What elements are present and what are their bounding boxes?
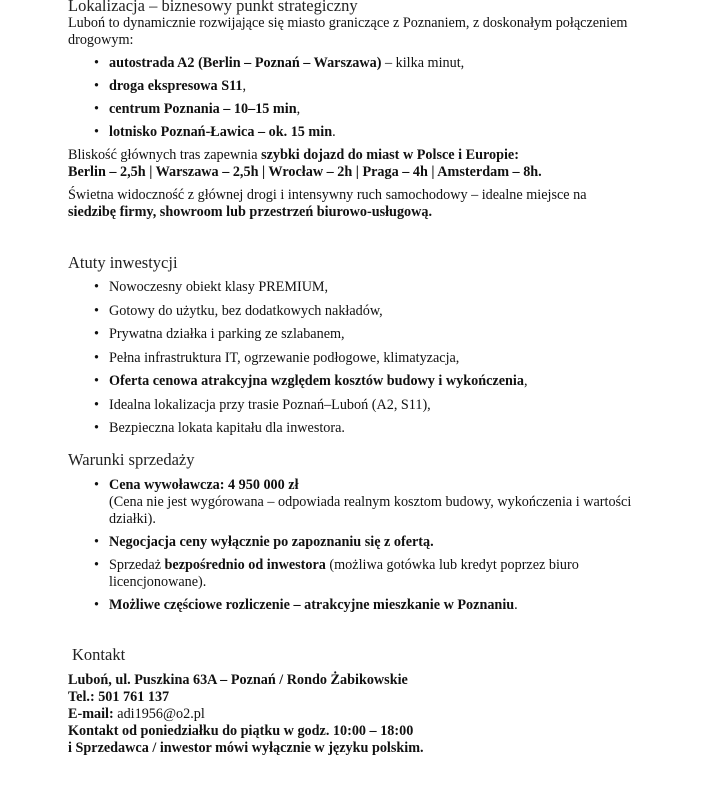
list-item [68, 373, 668, 390]
location-intro: Luboń to dynamicznie rozwijające się miasto graniczące z Poznaniem, z doskonałym połączeniem drogowym: [68, 15, 628, 48]
sale-section [68, 477, 668, 614]
direct-bold: bezpośrednio od inwestora [164, 557, 326, 573]
direct-text: Sprzedaż [109, 557, 165, 573]
road-bold: droga ekspresowa S11 [109, 78, 243, 94]
list-item [68, 597, 668, 614]
assets-section [68, 279, 668, 437]
list-item [68, 350, 668, 367]
list-item [68, 124, 668, 141]
list-item [68, 101, 668, 118]
location-section [68, 15, 668, 221]
contact-hours: Kontakt od poniedziałku do piątku w godz. 10:00 – 18:00 [68, 723, 414, 739]
road-list [68, 55, 668, 141]
list-item [68, 55, 668, 72]
bullet-icon: • [94, 557, 99, 573]
asset-text: Nowoczesny obiekt klasy PREMIUM, [109, 279, 329, 295]
bullet-icon: • [94, 302, 99, 319]
contact-language-note: i Sprzedawca / inwestor mówi wyłącznie w języku polskim. [68, 740, 424, 756]
bullet-icon: • [94, 101, 99, 117]
price-note: (Cena nie jest wygórowana – odpowiada realnym kosztom budowy, wykończenia i wartości działki). [109, 494, 632, 527]
bullet-icon: • [94, 534, 99, 550]
contact-address: Luboń, ul. Puszkina 63A – Poznań / Rondo Żabikowskie [68, 672, 408, 688]
location-heading: Lokalizacja – biznesowy punkt strategiczny [68, 0, 358, 15]
asset-text: Prywatna działka i parking ze szlabanem, [109, 326, 345, 342]
bullet-icon: • [94, 420, 99, 436]
proximity-paragraph [68, 147, 668, 181]
road-rest: . [332, 124, 336, 140]
bullet-icon: • [94, 597, 99, 613]
list-item [68, 279, 668, 296]
bullet-icon: • [94, 396, 99, 413]
direct-rest: (możliwa gotówka lub kredyt poprzez biuro licencjonowane). [109, 557, 579, 590]
email-label: E-mail: [68, 706, 114, 722]
road-bold: autostrada A2 (Berlin – Poznań – Warszawa) [109, 55, 382, 71]
list-item [68, 477, 668, 528]
road-rest: , [242, 78, 247, 94]
bullet-icon: • [94, 55, 99, 71]
sale-heading: Warunki sprzedaży [68, 450, 195, 469]
contact-email-link[interactable]: adi1956@o2.pl [113, 706, 205, 722]
sale-list [68, 477, 668, 614]
list-item [68, 326, 668, 343]
bullet-icon: • [94, 373, 99, 389]
list-item [68, 303, 668, 320]
contact-heading: Kontakt [72, 645, 126, 664]
road-bold: lotnisko Poznań-Ławica – ok. 15 min [109, 124, 333, 140]
assets-heading: Atuty inwestycji [68, 253, 178, 272]
bullet-icon: • [94, 477, 99, 493]
list-item [68, 397, 668, 414]
asset-text: Gotowy do użytku, bez dodatkowych nakładów, [109, 302, 383, 319]
contact-section [68, 672, 668, 757]
list-item [68, 534, 668, 551]
asking-price: Cena wywoławcza: 4 950 000 zł [109, 477, 299, 493]
asset-text: , [523, 373, 528, 389]
visibility-text: Świetna widoczność z głównej drogi i intensywny ruch samochodowy – idealne miejsce na [68, 187, 587, 203]
visibility-bold: siedzibę firmy, showroom lub przestrzeń biurowo-usługową. [68, 204, 433, 220]
list-item [68, 557, 668, 591]
bullet-icon: • [94, 78, 99, 94]
assets-list [68, 279, 668, 437]
asset-bold: Oferta cenowa atrakcyjna względem kosztów budowy i wykończenia [109, 373, 524, 389]
asset-text: Idealna lokalizacja przy trasie Poznań–Luboń (A2, S11), [109, 396, 431, 413]
road-rest: – kilka minut, [381, 55, 465, 71]
asset-text: Pełna infrastruktura IT, ogrzewanie podłogowe, klimatyzacja, [109, 349, 460, 366]
proximity-bold: szybki dojazd do miast w Polsce i Europie: [261, 147, 519, 163]
list-item [68, 420, 668, 437]
partial-rest: . [514, 597, 518, 613]
proximity-text: Bliskość głównych tras zapewnia [68, 147, 262, 163]
bullet-icon: • [94, 349, 99, 366]
asset-text: Bezpieczna lokata kapitału dla inwestora. [109, 420, 345, 436]
bullet-icon: • [94, 124, 99, 140]
partial-bold: Możliwe częściowe rozliczenie – atrakcyjne mieszkanie w Poznaniu [109, 597, 515, 613]
negotiation-text: Negocjacja ceny wyłącznie po zapoznaniu się z ofertą. [109, 534, 434, 550]
bullet-icon: • [94, 326, 99, 342]
road-bold: centrum Poznania – 10–15 min [109, 101, 297, 117]
contact-phone[interactable]: Tel.: 501 761 137 [68, 689, 170, 705]
road-rest: , [296, 101, 301, 117]
list-item [68, 78, 668, 95]
bullet-icon: • [94, 279, 99, 295]
travel-times: Berlin – 2,5h | Warszawa – 2,5h | Wrocław – 2h | Praga – 4h | Amsterdam – 8h. [68, 164, 542, 180]
visibility-paragraph [68, 187, 668, 221]
